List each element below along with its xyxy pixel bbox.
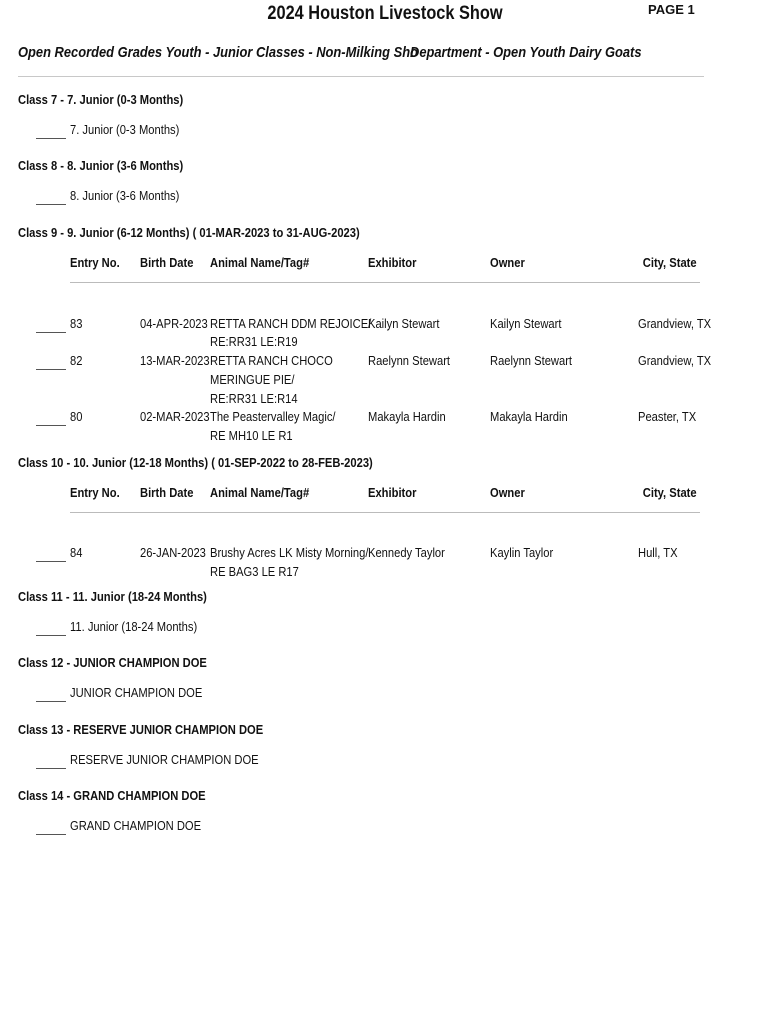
department-subtitle: Department - Open Youth Dairy Goats [410, 44, 642, 61]
class-10-heading: Class 10 - 10. Junior (12-18 Months) ( 01-SEP-2022 to 28-FEB-2023) [18, 455, 373, 470]
class-13-placeholder: RESERVE JUNIOR CHAMPION DOE [70, 752, 259, 767]
entry-83-animal-line-1: RETTA RANCH DDM REJOICE/ [210, 316, 372, 331]
entry-83-number: 83 [70, 316, 83, 331]
entry-82-owner: Raelynn Stewart [490, 353, 573, 368]
col-animal-name: Animal Name/Tag# [210, 255, 310, 270]
entry-82-number: 82 [70, 353, 83, 368]
entry-82-city-state: Grandview, TX [638, 353, 712, 368]
entry-84-blank [36, 561, 66, 562]
col-city-state: City, State [643, 485, 697, 500]
entry-84-owner: Kaylin Taylor [490, 545, 554, 560]
class-13-heading: Class 13 - RESERVE JUNIOR CHAMPION DOE [18, 722, 264, 737]
class-12-placeholder: JUNIOR CHAMPION DOE [70, 685, 203, 700]
class-13-blank [36, 768, 66, 769]
entry-83-city-state: Grandview, TX [638, 316, 712, 331]
show-subtitle: Open Recorded Grades Youth - Junior Classes - Non-Milking Sho [18, 44, 418, 61]
entry-84-city-state: Hull, TX [638, 545, 678, 560]
entry-83-owner: Kailyn Stewart [490, 316, 562, 331]
entry-84-animal-line-1: Brushy Acres LK Misty Morning/ [210, 545, 369, 560]
entry-80-animal-line-2: RE MH10 LE R1 [210, 428, 293, 443]
col-birth-date: Birth Date [140, 485, 194, 500]
col-exhibitor: Exhibitor [368, 255, 417, 270]
class-14-blank [36, 834, 66, 835]
entry-83-birth-date: 04-APR-2023 [140, 316, 208, 331]
col-entry-no: Entry No. [70, 485, 120, 500]
class-7-placeholder: 7. Junior (0-3 Months) [70, 122, 180, 137]
entry-83-animal-line-2: RE:RR31 LE:R19 [210, 334, 298, 349]
class-11-blank [36, 635, 66, 636]
entry-80-animal-line-1: The Peastervalley Magic/ [210, 409, 336, 424]
entry-84-exhibitor: Kennedy Taylor [368, 545, 445, 560]
header-divider [18, 76, 704, 77]
class-7-heading: Class 7 - 7. Junior (0-3 Months) [18, 92, 184, 107]
entry-84-birth-date: 26-JAN-2023 [140, 545, 206, 560]
entry-82-animal-line-2: MERINGUE PIE/ [210, 372, 295, 387]
entry-80-birth-date: 02-MAR-2023 [140, 409, 210, 424]
class-12-blank [36, 701, 66, 702]
entry-83-exhibitor: Kailyn Stewart [368, 316, 440, 331]
entry-80-city-state: Peaster, TX [638, 409, 697, 424]
entry-84-number: 84 [70, 545, 83, 560]
entry-83-blank [36, 332, 66, 333]
entry-82-blank [36, 369, 66, 370]
page-number: PAGE 1 [648, 2, 695, 17]
class-14-placeholder: GRAND CHAMPION DOE [70, 818, 202, 833]
entry-82-animal-line-3: RE:RR31 LE:R14 [210, 391, 298, 406]
col-entry-no: Entry No. [70, 255, 120, 270]
class-9-table-divider [70, 282, 700, 283]
class-11-placeholder: 11. Junior (18-24 Months) [70, 619, 198, 634]
class-8-blank [36, 204, 66, 205]
class-9-heading: Class 9 - 9. Junior (6-12 Months) ( 01-MAR-2023 to 31-AUG-2023) [18, 225, 360, 240]
class-11-heading: Class 11 - 11. Junior (18-24 Months) [18, 589, 207, 604]
entry-80-blank [36, 425, 66, 426]
entry-80-owner: Makayla Hardin [490, 409, 568, 424]
col-owner: Owner [490, 485, 525, 500]
entry-84-animal-line-2: RE BAG3 LE R17 [210, 564, 299, 579]
document-title: 2024 Houston Livestock Show [267, 3, 503, 24]
col-birth-date: Birth Date [140, 255, 194, 270]
class-8-placeholder: 8. Junior (3-6 Months) [70, 188, 180, 203]
col-city-state: City, State [643, 255, 697, 270]
col-exhibitor: Exhibitor [368, 485, 417, 500]
col-animal-name: Animal Name/Tag# [210, 485, 310, 500]
class-7-blank [36, 138, 66, 139]
entry-80-exhibitor: Makayla Hardin [368, 409, 446, 424]
col-owner: Owner [490, 255, 525, 270]
entry-80-number: 80 [70, 409, 83, 424]
entry-82-animal-line-1: RETTA RANCH CHOCO [210, 353, 333, 368]
class-10-table-divider [70, 512, 700, 513]
class-14-heading: Class 14 - GRAND CHAMPION DOE [18, 788, 206, 803]
entry-82-birth-date: 13-MAR-2023 [140, 353, 210, 368]
class-8-heading: Class 8 - 8. Junior (3-6 Months) [18, 158, 184, 173]
class-12-heading: Class 12 - JUNIOR CHAMPION DOE [18, 655, 207, 670]
entry-82-exhibitor: Raelynn Stewart [368, 353, 451, 368]
